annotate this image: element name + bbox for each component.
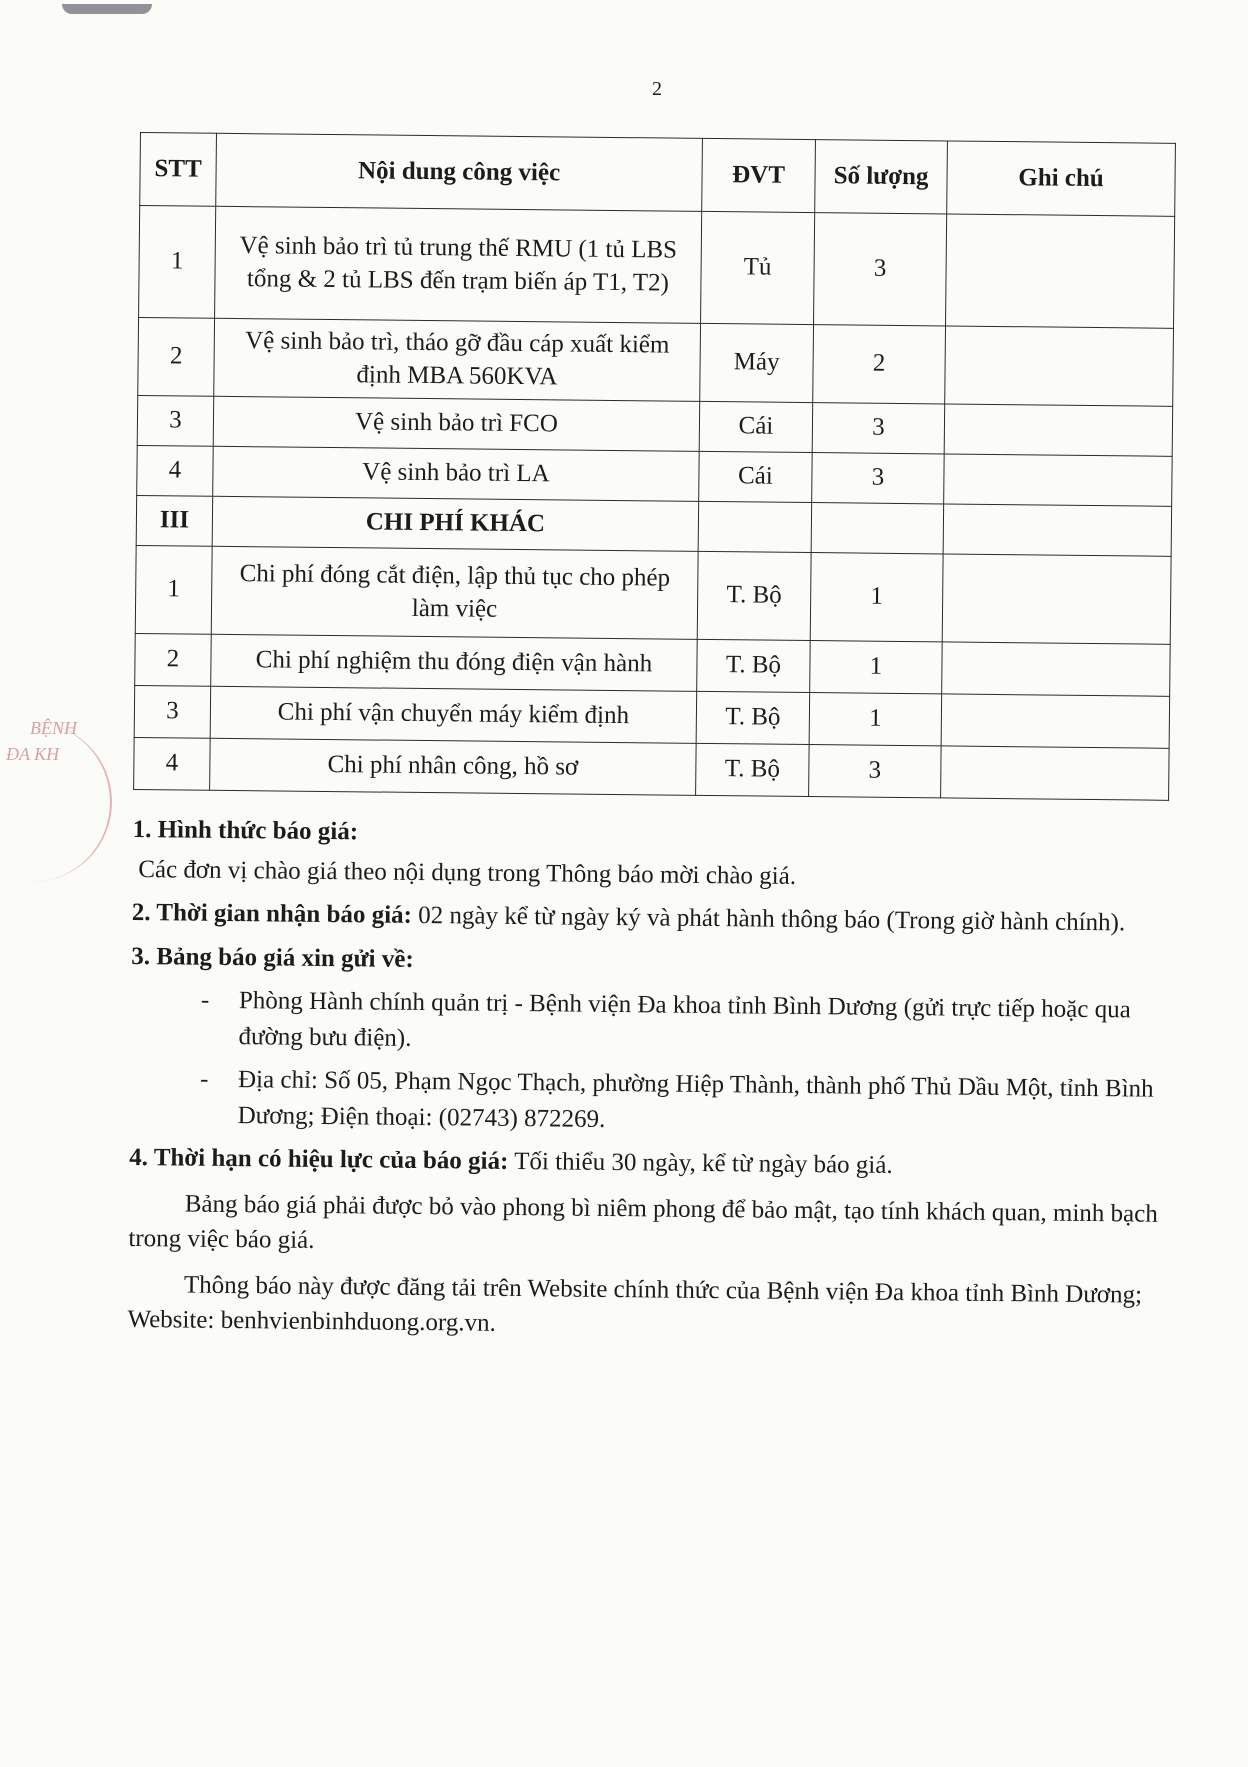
stamp-text-2: ĐA KH (6, 744, 60, 764)
header-unit: ĐVT (702, 138, 816, 212)
section-4-text: Tối thiểu 30 ngày, kể từ ngày báo giá. (514, 1147, 893, 1179)
table-row (139, 206, 1175, 329)
cell-quantity: 3 (812, 453, 945, 504)
cell-content: Chi phí đóng cắt điện, lập thủ tục cho phép làm việc (211, 546, 698, 639)
cell-quantity: 3 (812, 403, 945, 454)
cell-unit: T. Bộ (697, 551, 811, 640)
section-2-heading: 2. Thời gian nhận báo giá: (131, 898, 413, 929)
cell-quantity (811, 503, 944, 554)
table-row (134, 737, 1169, 800)
header-content: Nội dung công việc (216, 133, 703, 211)
table-header-row (140, 133, 1176, 217)
cell-unit: Cái (699, 451, 813, 502)
dash-marker: - (199, 1065, 209, 1093)
cell-note (945, 326, 1174, 406)
section-3-list (130, 982, 1167, 1143)
stamp-text-1: BỆNH (30, 718, 77, 738)
cell-content: Vệ sinh bảo trì tủ trung thế RMU (1 tủ LBS tổng & 2 tủ LBS đến trạm biến áp T1, T2) (215, 206, 702, 323)
cell-unit: Tủ (701, 211, 815, 324)
cell-unit: T. Bộ (696, 691, 810, 744)
cell-stt: 4 (134, 737, 211, 790)
dash-marker: - (200, 986, 210, 1014)
header-quantity: Số lượng (815, 140, 948, 214)
scan-artifact (62, 4, 152, 14)
cell-note (941, 746, 1170, 800)
header-stt: STT (140, 133, 217, 207)
cell-unit: Cái (699, 401, 813, 452)
cell-quantity: 3 (814, 213, 947, 326)
cell-stt: 3 (137, 395, 214, 446)
section-1 (133, 812, 1168, 858)
header-note: Ghi chú (947, 141, 1176, 216)
cell-stt: 4 (137, 445, 214, 496)
cell-unit: T. Bộ (696, 743, 810, 796)
cell-content: Vệ sinh bảo trì FCO (213, 396, 699, 451)
cell-quantity: 1 (809, 693, 942, 746)
cell-quantity: 2 (813, 325, 946, 404)
section-3-heading: 3. Bảng báo giá xin gửi về: (131, 942, 414, 973)
cell-stt: 3 (134, 685, 211, 738)
cell-stt: 1 (139, 206, 216, 319)
list-item-text: Phòng Hành chính quản trị - Bệnh viện Đa khoa tỉnh Bình Dương (gửi trực tiếp hoặc qua đường bưu điện). (238, 987, 1131, 1052)
cell-note (943, 504, 1172, 556)
work-items-table (133, 132, 1176, 801)
cell-content: Vệ sinh bảo trì LA (213, 446, 699, 501)
quotation-sections (127, 812, 1167, 1348)
cell-unit: Máy (700, 323, 814, 402)
envelope-paragraph: Bảng báo giá phải được bỏ vào phong bì niêm phong để bảo mật, tạo tính khách quan, minh bạch trong việc báo giá. (128, 1190, 1158, 1254)
list-item-text: Địa chỉ: Số 05, Phạm Ngọc Thạch, phường Hiệp Thành, thành phố Thủ Dầu Một, tỉnh Bình Dương; Điện thoại: (02743) 872269. (237, 1066, 1154, 1133)
cell-quantity: 1 (810, 553, 943, 642)
cell-note (942, 642, 1171, 696)
table-row (135, 545, 1171, 644)
page-number: 2 (652, 78, 662, 100)
cell-unit (698, 501, 812, 552)
cell-content: Chi phí nhân công, hồ sơ (210, 738, 697, 795)
table-row (138, 317, 1174, 406)
section-4-heading: 4. Thời hạn có hiệu lực của báo giá: (129, 1143, 509, 1175)
list-item (200, 983, 1166, 1064)
cell-stt: 1 (135, 545, 212, 634)
cell-stt: III (136, 495, 213, 546)
document-body (127, 132, 1175, 1352)
cell-quantity: 1 (810, 641, 943, 694)
red-stamp-fragment (0, 718, 112, 882)
section-2 (132, 895, 1167, 941)
section-1-heading: 1. Hình thức báo giá: (132, 815, 359, 846)
table-body (134, 206, 1175, 801)
cell-unit: T. Bộ (697, 639, 811, 692)
cell-content: Vệ sinh bảo trì, tháo gỡ đầu cáp xuất kiểm định MBA 560KVA (214, 318, 701, 401)
cell-content: Chi phí nghiệm thu đóng điện vận hành (211, 634, 698, 691)
cell-stt: 2 (135, 633, 212, 686)
section-4 (129, 1140, 1164, 1186)
cell-note (944, 404, 1173, 456)
section-1-text: Các đơn vị chào giá theo nội dụng trong Thông báo mời chào giá. (138, 855, 797, 890)
cell-content: Chi phí vận chuyển máy kiểm định (210, 686, 697, 743)
cell-content: CHI PHÍ KHÁC (212, 496, 698, 551)
cell-quantity: 3 (809, 745, 942, 798)
cell-note (942, 554, 1171, 644)
list-item (200, 1062, 1166, 1143)
section-3 (131, 938, 1166, 984)
cell-stt: 2 (138, 317, 215, 396)
section-2-text: 02 ngày kể từ ngày ký và phát hành thông báo (Trong giờ hành chính). (418, 901, 1126, 937)
cell-note (946, 214, 1175, 328)
website-paragraph: Thông báo này được đăng tải trên Website chính thức của Bệnh viện Đa khoa tỉnh Bình Dương; Website: benhvienbinhduong.org.vn. (127, 1271, 1143, 1337)
cell-note (944, 454, 1173, 506)
cell-note (941, 694, 1170, 748)
